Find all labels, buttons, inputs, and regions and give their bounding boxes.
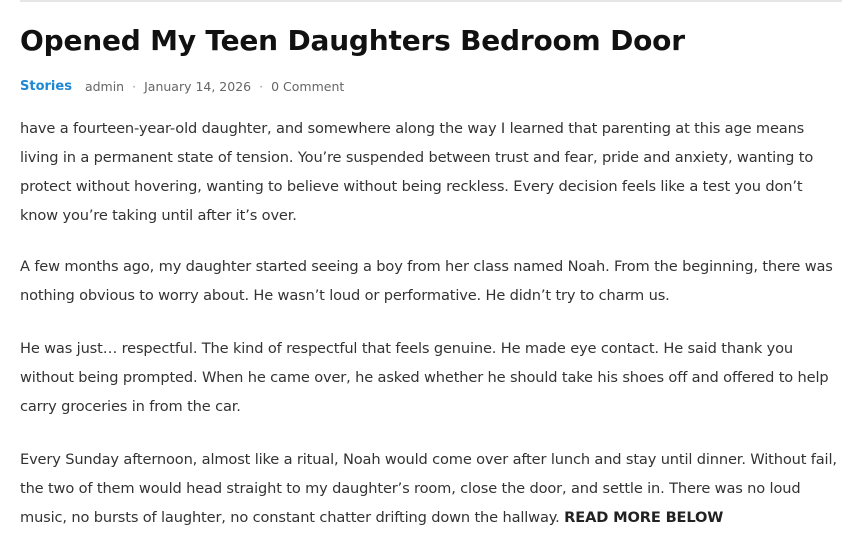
author-link[interactable]: admin [84, 78, 125, 94]
top-divider [20, 0, 842, 2]
paragraph-text: Every Sunday afternoon, almost like a ritual, Noah would come over after lunch and stay until dinner. Without fail, the two of them would head straight to my daughter’s room, close the door, and settle in. There was no loud music, no bursts of laughter, no constant chatter drifting down the hallway. [20, 451, 837, 526]
meta-separator: · [132, 78, 137, 94]
comments-link[interactable]: 0 Comment [271, 78, 345, 94]
article-body [20, 114, 842, 532]
paragraph: He was just… respectful. The kind of respectful that feels genuine. He made eye contact. He said thank you without being prompted. When he came over, he asked whether he should take his shoes off and offered to help carry groceries in from the car. [20, 340, 829, 415]
paragraph: A few months ago, my daughter started seeing a boy from her class named Noah. From the beginning, there was nothing obvious to worry about. He wasn’t loud or performative. He didn’t try to charm us. [20, 258, 833, 304]
category-link[interactable]: Stories [20, 78, 72, 94]
post-date: January 14, 2026 [144, 78, 252, 94]
read-more-link[interactable]: READ MORE BELOW [564, 509, 724, 526]
meta-separator: · [259, 78, 264, 94]
article-meta [20, 76, 842, 96]
paragraph-with-read-more [20, 445, 842, 532]
paragraph: have a fourteen-year-old daughter, and somewhere along the way I learned that parenting at this age means living in a permanent state of tension. You’re suspended between trust and fear, pride and anxiety, wanting to protect without hovering, wanting to believe without being reckless. Every decision feels like a test you don’t know you’re taking until after it’s over. [20, 120, 814, 224]
article [20, 20, 842, 556]
article-title: Opened My Teen Daughters Bedroom Door [20, 24, 685, 57]
